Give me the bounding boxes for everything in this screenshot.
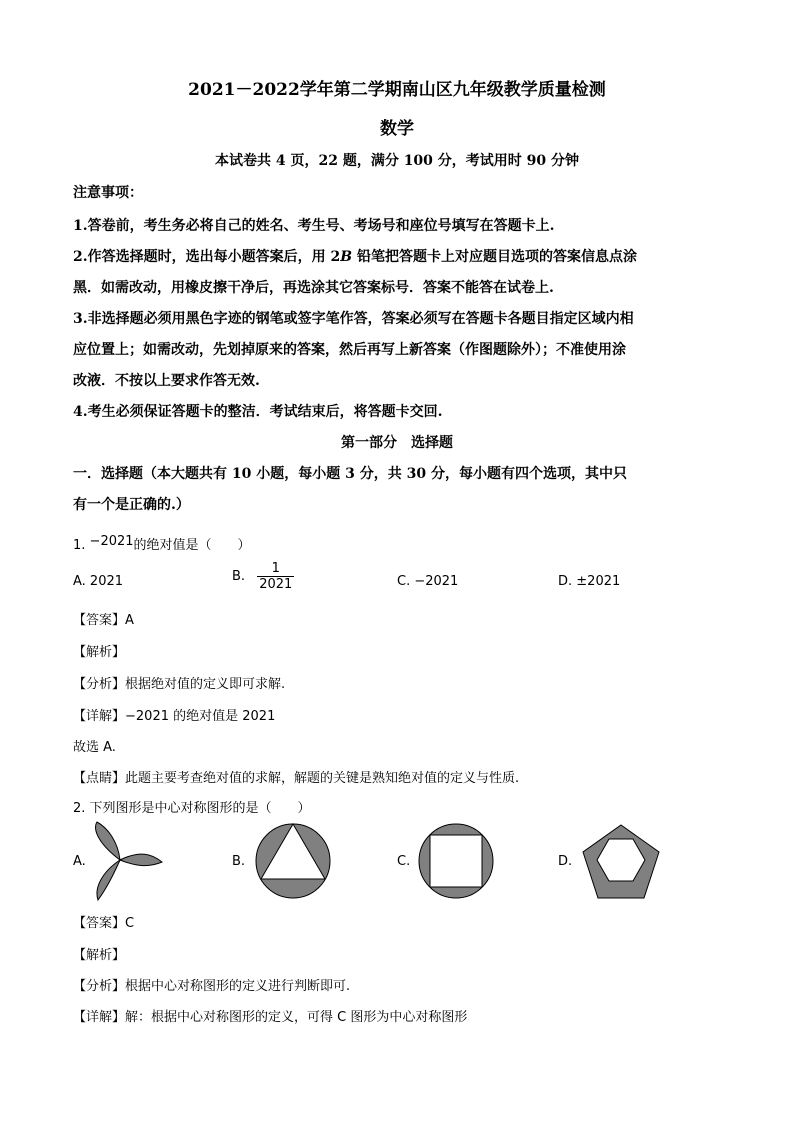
exam-info: 本试卷共 4 页，22 题，满分 100 分，考试用时 90 分钟 [214,153,580,169]
q2-xiangjie: 【详解】解：根据中心对称图形的定义，可得 C 图形为中心对称图形 [73,1010,468,1025]
section-heading-line-2: 有一个是正确的.） [73,497,190,513]
q1-option-a[interactable]: A. 2021 [73,574,124,589]
pentagon-hexagon-figure[interactable] [580,822,662,902]
q2-analysis-tag: 【解析】 [73,948,126,963]
q1-fenxi: 【分析】根据绝对值的定义即可求解. [73,677,286,692]
subject-title: 数学 [380,119,414,139]
q1-option-d[interactable]: D. ±2021 [558,574,621,589]
notice-item-4: 4.考生必须保证答题卡的整洁．考试结束后，将答题卡交回. [73,404,443,420]
q2-option-b-label[interactable]: B. [232,854,246,869]
q1-dianjing: 【点睛】此题主要考查绝对值的求解，解题的关键是熟知绝对值的定义与性质. [73,771,520,786]
q1-xiangjie: 【详解】−2021 的绝对值是 2021 [73,709,276,724]
circle-triangle-figure[interactable] [254,822,332,900]
notice-item-3-line-2: 应位置上；如需改动，先划掉原来的答案，然后再写上新答案（作图题除外）；不准使用涂 [73,342,626,358]
section-heading-line-1: 一．选择题（本大题共有 10 小题，每小题 3 分，共 30 分，每小题有四个选项，其中只 [73,466,627,482]
question-2-stem: 2. 下列图形是中心对称图形的是（ ） [73,801,311,816]
q2-answer: 【答案】C [73,916,135,931]
exam-title: 2021－2022学年第二学期南山区九年级教学质量检测 [188,80,606,100]
q1-option-b[interactable]: B. $\frac{1}{2021}$ [232,561,293,592]
notice-heading: 注意事项： [73,185,143,201]
three-leaf-figure[interactable] [90,820,170,902]
circle-square-figure[interactable] [417,822,495,900]
notice-item-1: 1.答卷前，考生务必将自己的姓名、考生号、考场号和座位号填写在答题卡上. [73,218,555,234]
notice-item-3-line-1: 3.非选择题必须用黑色字迹的钢笔或签字笔作答，答案必须写在答题卡各题目指定区域内相 [73,311,634,327]
notice-item-2-line-1: 2.作答选择题时，选出每小题答案后，用 2B 铅笔把答题卡上对应题目选项的答案信息点涂 [73,249,637,265]
q2-fenxi: 【分析】根据中心对称图形的定义进行判断即可. [73,979,351,994]
q2-option-a-label[interactable]: A. [73,854,86,869]
q2-option-c-label[interactable]: C. [397,854,411,869]
notice-item-3-line-3: 改液．不按以上要求作答无效. [73,373,260,389]
q1-conclusion: 故选 A. [73,740,116,755]
q1-analysis-tag: 【解析】 [73,645,126,660]
q2-option-d-label[interactable]: D. [558,854,573,869]
notice-item-2-line-2: 黑．如需改动，用橡皮擦干净后，再选涂其它答案标号．答案不能答在试卷上. [73,280,554,296]
part-heading: 第一部分 选择题 [341,435,453,451]
q1-answer: 【答案】A [73,613,134,628]
question-1-stem: 1. −2021的绝对值是（ ） [73,534,251,553]
q1-option-c[interactable]: C. −2021 [397,574,459,589]
